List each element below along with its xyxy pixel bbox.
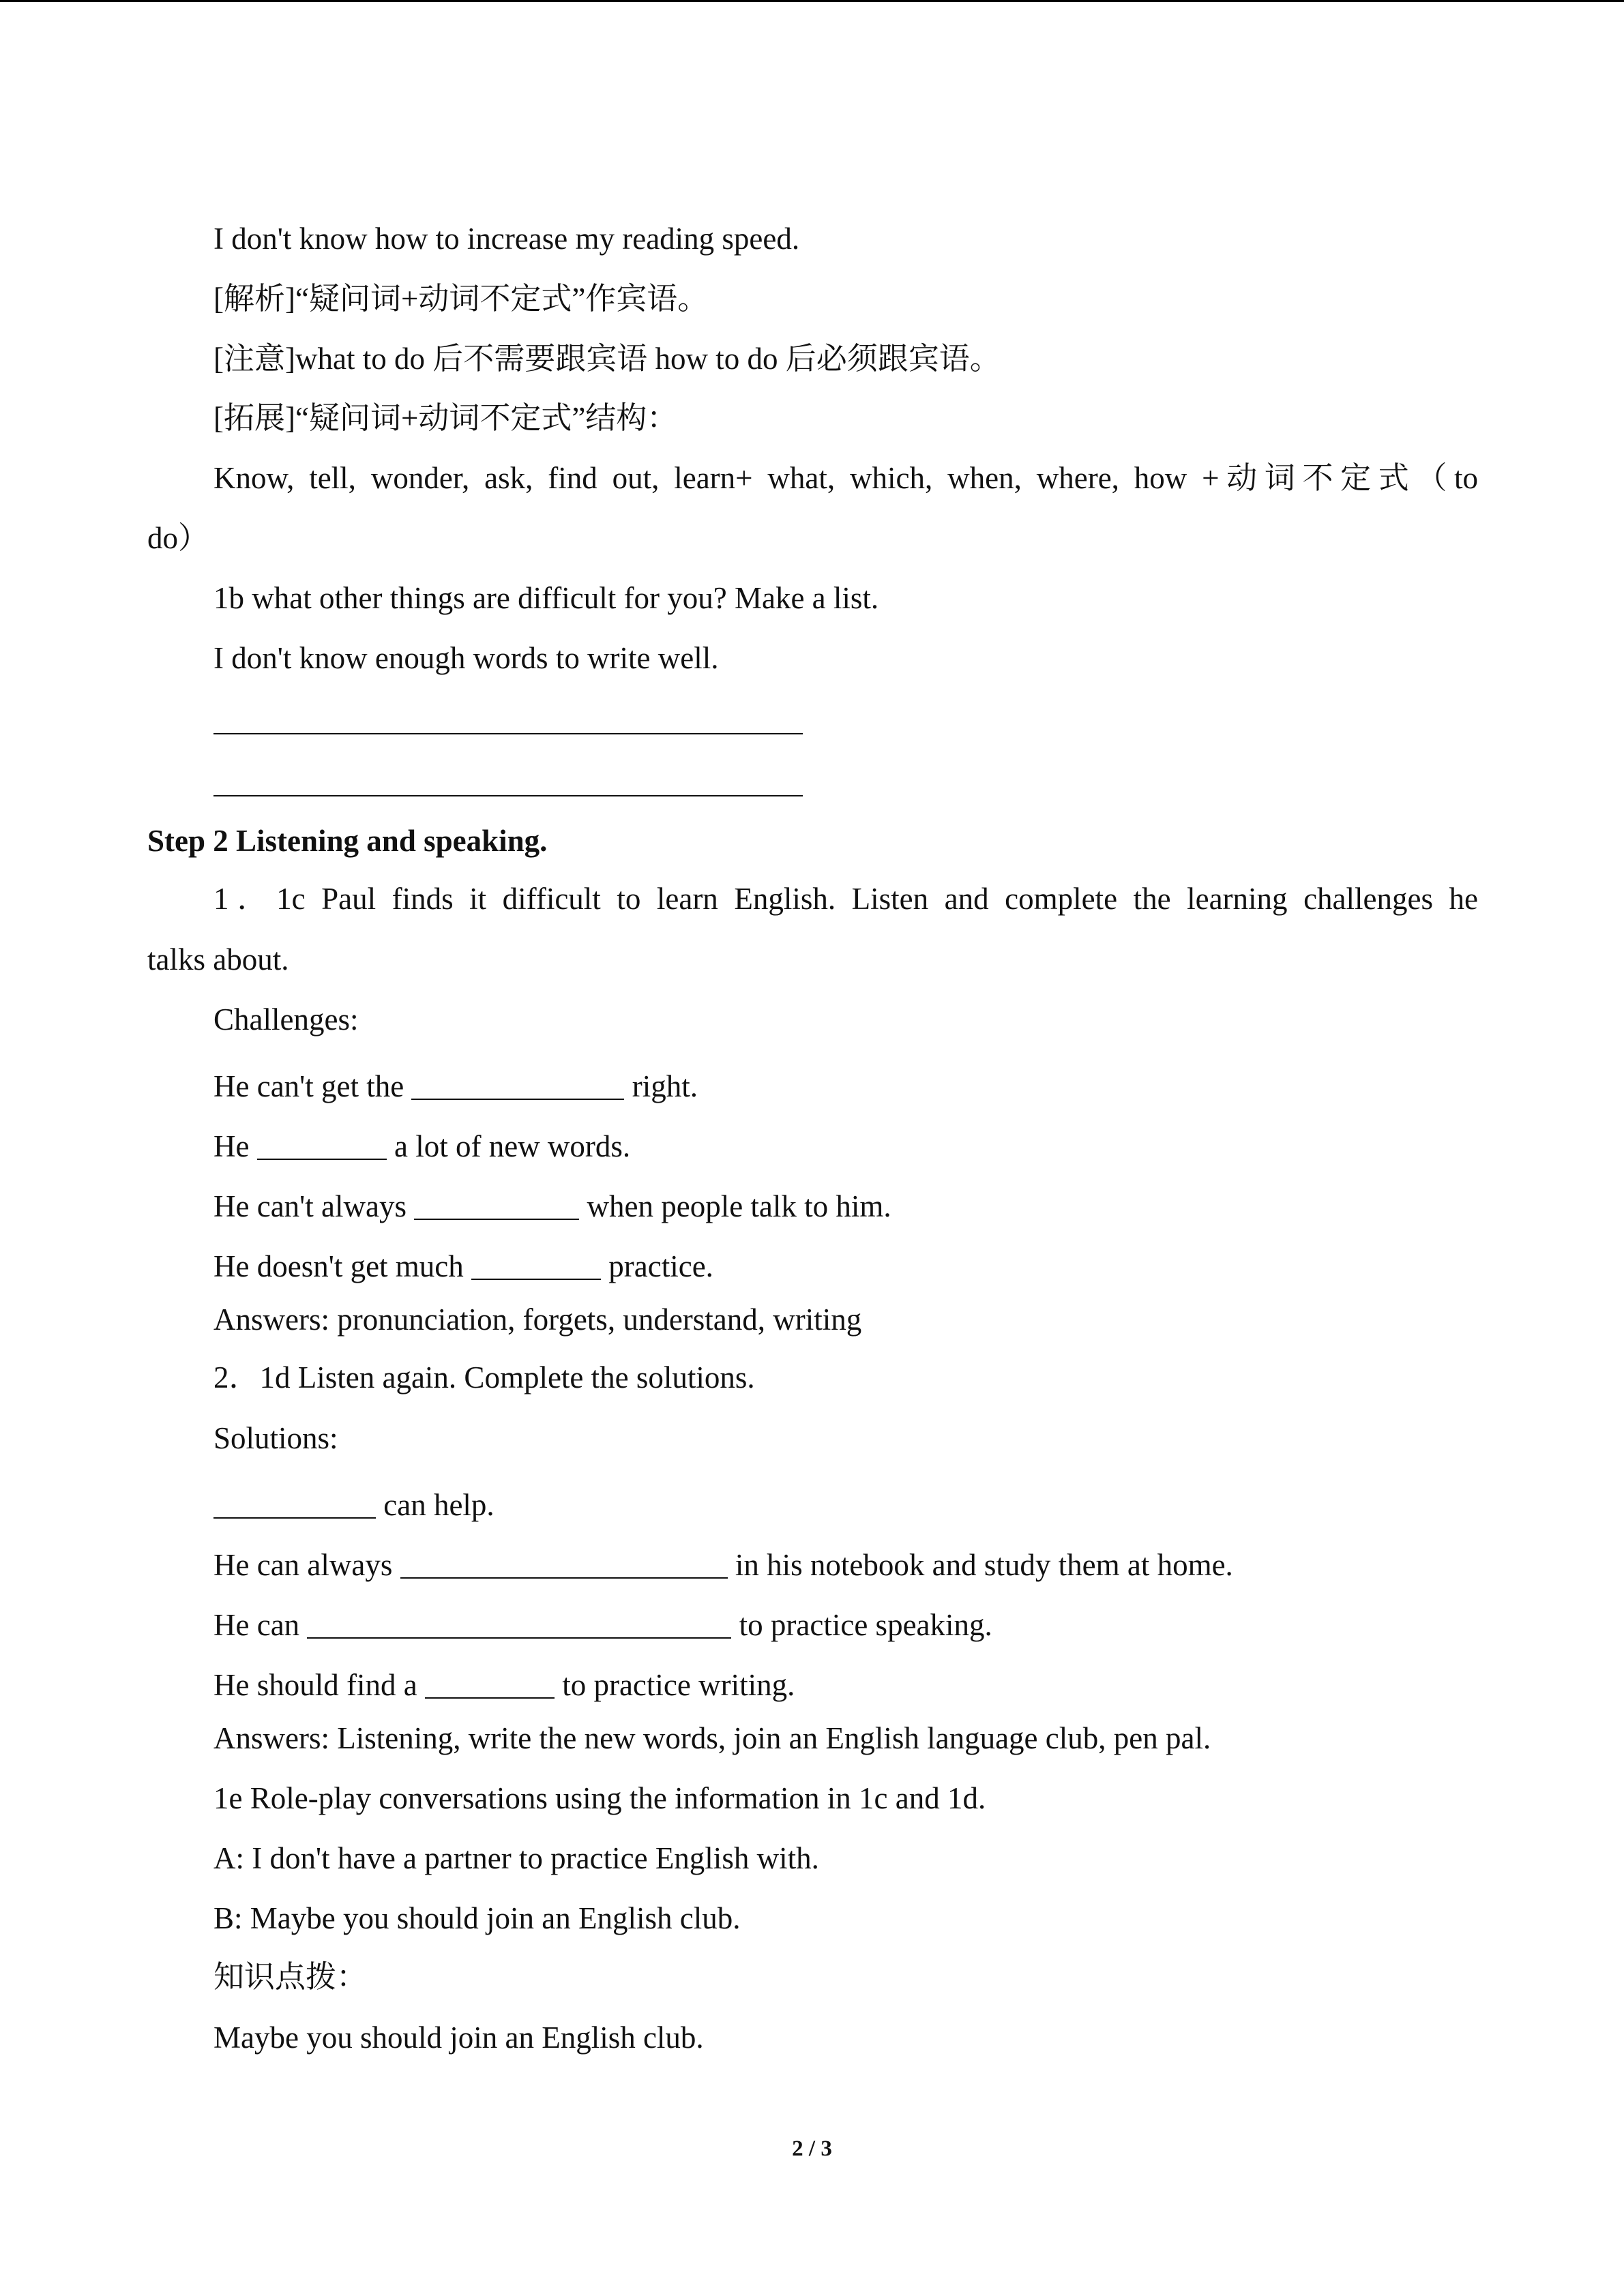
answer-line	[213, 733, 803, 734]
text-line: I don't know how to increase my reading speed.	[213, 222, 800, 256]
exercise-1d: 2．1d Listen again. Complete the solutions.	[213, 1360, 755, 1395]
exercise-1c: 1．1c Paul finds it difficult to learn English. Listen and complete the learning challenges he	[213, 882, 1478, 916]
line-text: in his notebook and study them at home.	[735, 1548, 1233, 1582]
exercise-1b: 1b what other things are difficult for you? Make a list.	[213, 581, 879, 615]
line-text: right.	[632, 1069, 698, 1103]
blank	[471, 1248, 601, 1280]
exercise-1e: 1e Role-play conversations using the information in 1c and 1d.	[213, 1781, 986, 1815]
blank	[307, 1607, 731, 1639]
blank	[213, 1487, 376, 1519]
page-number: 2 / 3	[792, 2136, 832, 2161]
dialogue-line-a: A: I don't have a partner to practice English with.	[213, 1841, 819, 1875]
text-line: talks about.	[147, 942, 289, 976]
line-text: when people talk to him.	[587, 1189, 891, 1223]
line-text: He doesn't get much	[213, 1249, 464, 1283]
attention-note: [注意]what to do 后不需要跟宾语 how to do 后必须跟宾语。	[213, 342, 1001, 376]
fill-blank-line	[213, 1663, 795, 1701]
line-text: He can always	[213, 1548, 393, 1582]
text-line: Maybe you should join an English club.	[213, 2021, 704, 2055]
solutions-label: Solutions:	[213, 1421, 338, 1455]
blank	[425, 1667, 555, 1699]
line-text: a lot of new words.	[394, 1129, 631, 1163]
line-text: He can't always	[213, 1189, 407, 1223]
text-line: Know, tell, wonder, ask, find out, learn+ what, which, when, where, how +动词不定式（to	[213, 461, 1478, 495]
section-heading: Step 2 Listening and speaking.	[147, 824, 548, 858]
line-text: He	[213, 1129, 250, 1163]
fill-blank-line	[213, 1184, 891, 1222]
fill-blank-line	[213, 1483, 494, 1521]
line-text: He can't get the	[213, 1069, 404, 1103]
line-text: to practice speaking.	[739, 1608, 992, 1642]
blank	[400, 1547, 728, 1579]
line-text: to practice writing.	[562, 1668, 795, 1702]
line-text: practice.	[608, 1249, 713, 1283]
dialogue-line-b: B: Maybe you should join an English club.	[213, 1901, 741, 1935]
blank	[411, 1068, 624, 1100]
blank	[414, 1188, 579, 1220]
fill-blank-line	[213, 1124, 630, 1162]
extension-note: [拓展]“疑问词+动词不定式”结构：	[213, 401, 678, 435]
fill-blank-line	[213, 1543, 1233, 1581]
line-text: can help.	[383, 1488, 494, 1522]
line-text: He can	[213, 1608, 300, 1642]
text-line: do）	[147, 521, 209, 555]
example-sentence: I don't know enough words to write well.	[213, 641, 719, 675]
fill-blank-line	[213, 1603, 992, 1641]
answer-line	[213, 795, 803, 796]
fill-blank-line	[213, 1064, 698, 1102]
answers-line: Answers: Listening, write the new words, join an English language club, pen pal.	[213, 1721, 1211, 1755]
answers-line: Answers: pronunciation, forgets, understand, writing	[213, 1302, 862, 1337]
line-text: He should find a	[213, 1668, 417, 1702]
analysis-note: [解析]“疑问词+动词不定式”作宾语。	[213, 282, 709, 316]
blank	[257, 1128, 387, 1160]
knowledge-tips-heading: 知识点拨：	[213, 1960, 368, 1994]
fill-blank-line	[213, 1244, 713, 1282]
challenges-label: Challenges:	[213, 1002, 359, 1037]
